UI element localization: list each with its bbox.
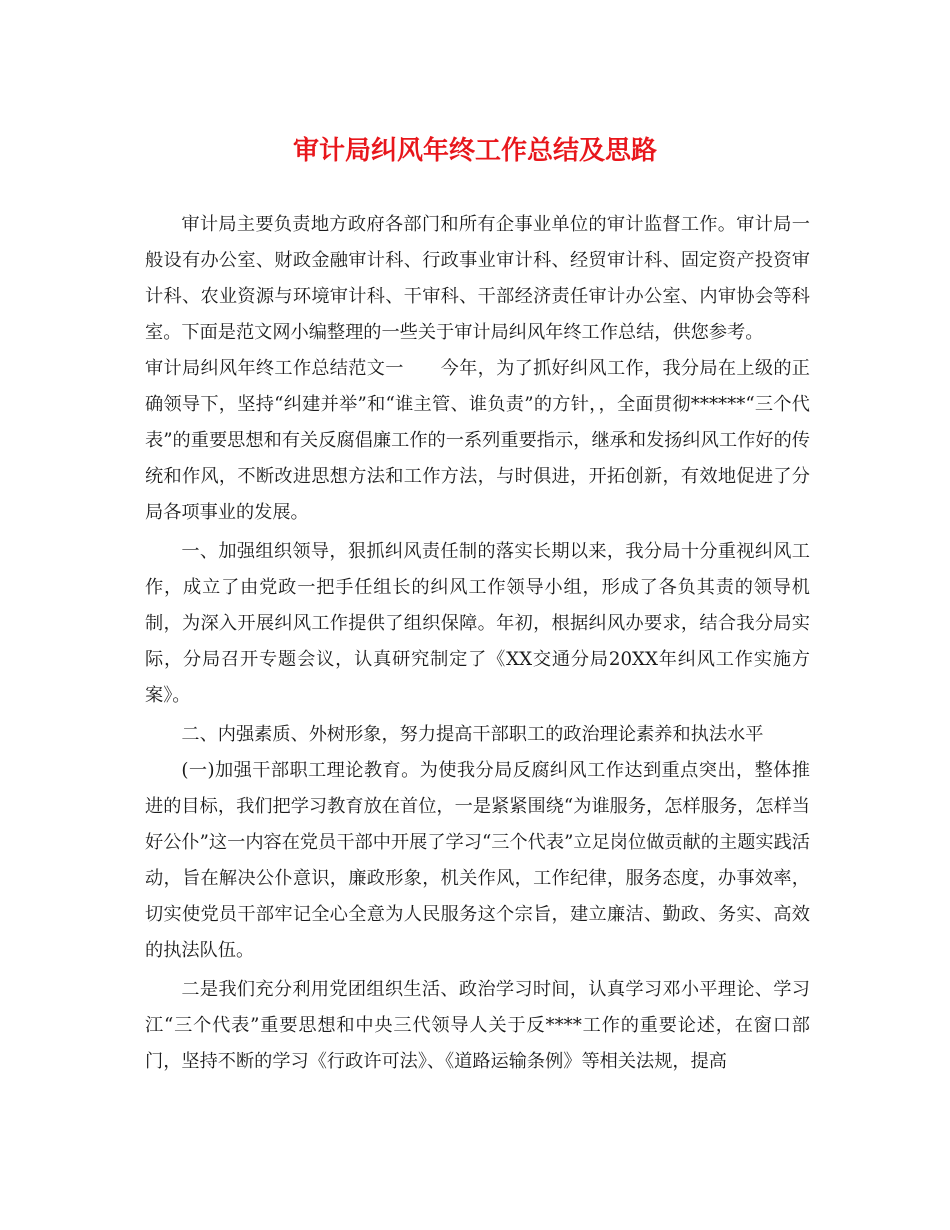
document-body bbox=[145, 207, 810, 1080]
intro-paragraph: 审计局主要负责地方政府各部门和所有企事业单位的审计监督工作。审计局一般设有办公室、财政金融审计科、行政事业审计科、经贸审计科、固定资产投资审计科、农业资源与环境审计科、干审科、干部经济责任审计办公室、内审协会等科室。下面是范文网小编整理的一些关于审计局纠风年终工作总结，供您参考。 bbox=[145, 214, 810, 343]
subsection-one-paragraph: (一)加强干部职工理论教育。为使我分局反腐纠风工作达到重点突出，整体推进的目标，我们把学习教育放在首位，一是紧紧围绕“为谁服务，怎样服务，怎样当好公仆”这一内容在党员干部中开展了学习“三个代表”立足岗位做贡献的主题实践活动，旨在解决公仆意识，廉政形象，机关作风，工作纪律，服务态度，办事效率，切实使党员干部牢记全心全意为人民服务这个宗旨，建立廉洁、勤政、务实、高效的执法队伍。 bbox=[145, 760, 810, 961]
section-two-heading: 二、内强素质、外树形象，努力提高干部职工的政治理论素养和执法水平 bbox=[181, 724, 764, 745]
sample-one-paragraph: 审计局纠风年终工作总结范文一 今年，为了抓好纠风工作，我分局在上级的正确领导下，坚持“纠建并举”和“谁主管、谁负责”的方针，，全面贯彻******“三个代表”的重要思想和有关反腐倡廉工作的一系列重要指示，继承和发扬纠风工作好的传统和作风，不断改进思想方法和工作方法，与时俱进，开拓创新，有效地促进了分局各项事业的发展。 bbox=[145, 358, 810, 523]
second-point-paragraph: 二是我们充分利用党团组织生活、政治学习时间，认真学习邓小平理论、学习江“三个代表”重要思想和中央三代领导人关于反****工作的重要论述，在窗口部门，坚持不断的学习《行政许可法》、《道路运输条例》等相关法规，提高 bbox=[145, 979, 810, 1072]
section-one-paragraph: 一、加强组织领导，狠抓纠风责任制的落实长期以来，我分局十分重视纠风工作，成立了由党政一把手任组长的纠风工作领导小组，形成了各负其责的领导机制，为深入开展纠风工作提供了组织保障。年初，根据纠风办要求，结合我分局实际，分局召开专题会议，认真研究制定了《XX交通分局20XX年纠风工作实施方案》。 bbox=[145, 541, 810, 706]
document-title: 审计局纠风年终工作总结及思路 bbox=[292, 136, 657, 166]
